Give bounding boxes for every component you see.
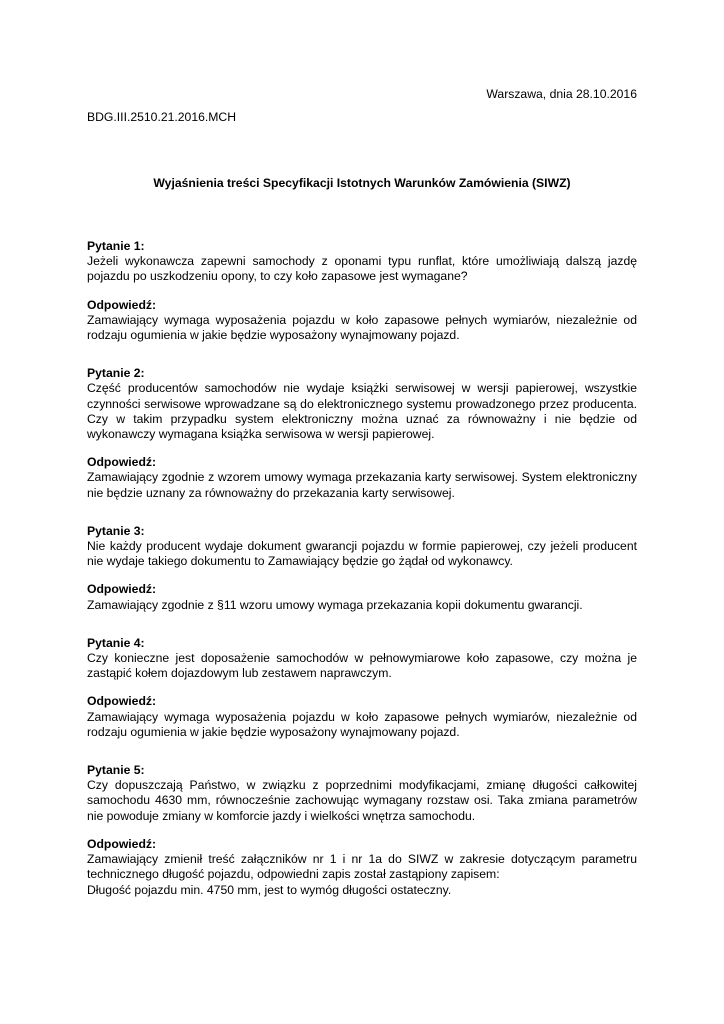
question-label: Pytanie 2: [87,366,145,381]
document-title: Wyjaśnienia treści Specyfikacji Istotnych Warunków Zamówienia (SIWZ) [153,176,571,190]
answer-text: Zamawiający zmienił treść załączników nr 1 i nr 1a do SIWZ w zakresie dotyczącym parametru technicznego długość pojazdu, odpowiedni zapis został zastąpiony zapisem: [87,852,637,882]
answer-label: Odpowiedź: [87,694,157,709]
answer-block [87,582,637,612]
qa-item [87,524,637,613]
question-label: Pytanie 4: [87,635,145,650]
answer-text: Zamawiający zgodnie z §11 wzoru umowy wymaga przekazania kopii dokumentu gwarancji. [87,597,583,612]
answer-label: Odpowiedź: [87,297,157,312]
answer-block [87,837,637,898]
qa-item [87,366,637,501]
question-label: Pytanie 1: [87,239,145,253]
qa-item [87,763,637,898]
answer-text: Zamawiający wymaga wyposażenia pojazdu w koło zapasowe pełnych wymiarów, niezależnie od rodzaju ogumienia w jakie będzie wyposażony wynajmowany pojazd. [87,709,637,739]
question-text: Czy konieczne jest doposażenie samochodów w pełnowymiarowe koło zapasowe, czy można je zastąpić kołem dojazdowym lub zestawem naprawczym. [87,651,637,681]
question-text: Jeżeli wykonawcza zapewni samochody z oponami typu runflat, które umożliwiają dalszą jazdę pojazdu po uszkodzeniu opony, to czy koło zapasowe jest wymagane? [87,254,637,284]
document-date: Warszawa, dnia 28.10.2016 [486,87,637,101]
qa-item [87,636,637,740]
answer-label: Odpowiedź: [87,836,157,851]
qa-item [87,239,637,343]
answer-text-line: Długość pojazdu min. 4750 mm, jest to wymóg długości ostateczny. [87,882,452,897]
qa-list [87,239,637,921]
answer-label: Odpowiedź: [87,455,157,470]
reference-number: BDG.III.2510.21.2016.MCH [87,110,237,124]
question-text: Część producentów samochodów nie wydaje książki serwisowej w wersji papierowej, wszystkie czynności serwisowe wprowadzane są do elektronicznego systemu prowadzonego przez producenta. Czy w takim przypadku system elektroniczny można uznać za równoważny i nie będzie od wykonawczy wymagana książka serwisowa w wersji papierowej. [87,381,637,442]
question-text: Nie każdy producent wydaje dokument gwarancji pojazdu w formie papierowej, czy jeżeli producent nie wydaje takiego dokumentu to Zamawiający będzie go żądał od wykonawcy. [87,539,637,569]
question-text: Czy dopuszczają Państwo, w związku z poprzednimi modyfikacjami, zmianę długości całkowitej samochodu 4630 mm, równocześnie zachowując wymagany rozstaw osi. Taka zmiana parametrów nie powoduje zmiany w komforcie jazdy i wielkości wnętrza samochodu. [87,778,637,823]
answer-block [87,298,637,344]
answer-text: Zamawiający wymaga wyposażenia pojazdu w koło zapasowe pełnych wymiarów, niezależnie od rodzaju ogumienia w jakie będzie wyposażony wynajmowany pojazd. [87,312,637,343]
answer-text: Zamawiający zgodnie z wzorem umowy wymaga przekazania karty serwisowej. System elektroniczny nie będzie uznany za równoważny do przekazania karty serwisowej. [87,470,637,500]
answer-block [87,694,637,740]
question-label: Pytanie 3: [87,523,145,538]
answer-block [87,455,637,501]
answer-label: Odpowiedź: [87,582,157,597]
question-label: Pytanie 5: [87,763,145,778]
